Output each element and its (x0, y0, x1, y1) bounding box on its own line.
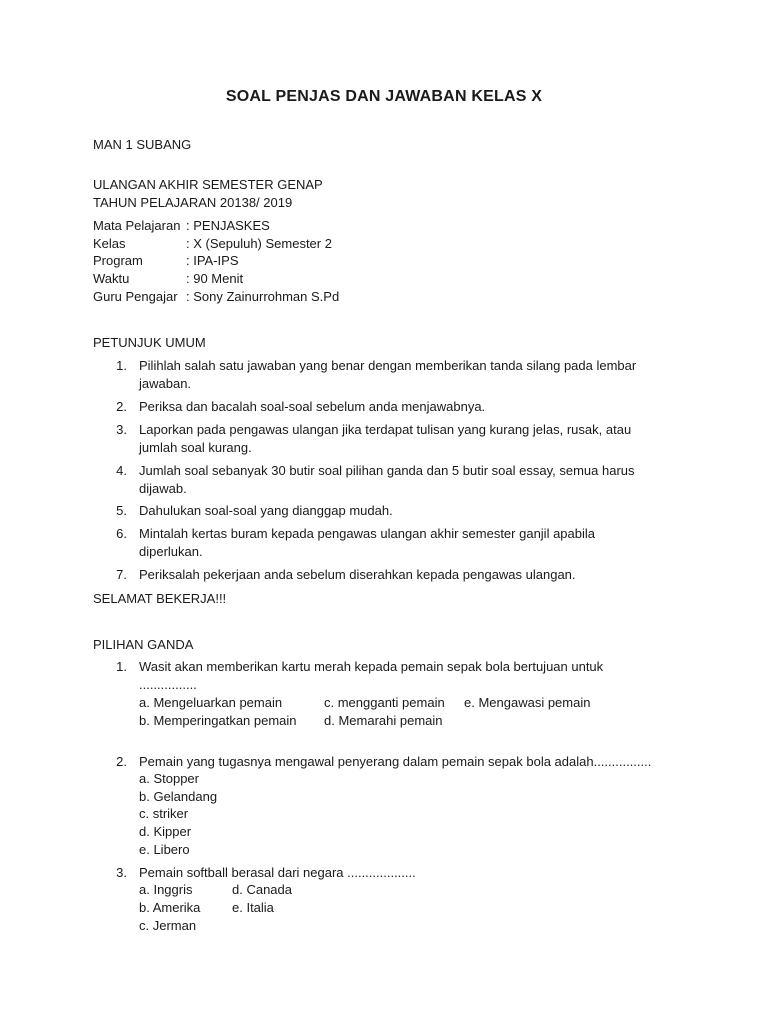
document-title: SOAL PENJAS DAN JAWABAN KELAS X (225, 88, 543, 105)
info-label: Kelas (93, 236, 126, 251)
info-value: : PENJASKES (186, 218, 270, 233)
question-number: 2. (116, 754, 127, 769)
question-text-continued: ................ (139, 677, 197, 692)
instruction-number: 6. (116, 526, 127, 541)
instruction-number: 4. (116, 463, 127, 478)
instruction-text: Jumlah soal sebanyak 30 butir soal pilihan ganda dan 5 butir soal essay, semua harus (139, 463, 635, 478)
answer-option: c. mengganti pemain (324, 695, 445, 710)
answer-option: c. striker (139, 806, 189, 821)
answer-option: a. Stopper (139, 771, 199, 786)
answer-option: e. Mengawasi pemain (464, 695, 591, 710)
instructions-heading: PETUNJUK UMUM (93, 335, 206, 350)
info-value: : IPA-IPS (186, 253, 239, 268)
instruction-text: Periksa dan bacalah soal-soal sebelum anda menjawabnya. (139, 399, 486, 414)
question-text: Pemain softball berasal dari negara ................... (139, 865, 416, 880)
instruction-text: dijawab. (139, 481, 187, 496)
closing-text: SELAMAT BEKERJA!!! (93, 591, 227, 606)
answer-option: e. Libero (139, 842, 190, 857)
answer-option: a. Mengeluarkan pemain (139, 695, 283, 710)
question-number: 1. (116, 659, 127, 674)
instruction-text: Periksalah pekerjaan anda sebelum diserahkan kepada pengawas ulangan. (139, 567, 576, 582)
info-label: Mata Pelajaran (93, 218, 181, 233)
instruction-number: 3. (116, 422, 127, 437)
school-name: MAN 1 SUBANG (93, 137, 192, 152)
multiple-choice-heading: PILIHAN GANDA (93, 637, 194, 652)
instruction-text: jawaban. (139, 376, 192, 391)
answer-option: e. Italia (232, 900, 274, 915)
info-label: Guru Pengajar (93, 289, 178, 304)
answer-option: b. Memperingatkan pemain (139, 713, 297, 728)
academic-year: TAHUN PELAJARAN 20138/ 2019 (93, 195, 293, 210)
answer-option: b. Amerika (139, 900, 201, 915)
answer-option: c. Jerman (139, 918, 197, 933)
instruction-number: 2. (116, 399, 127, 414)
instruction-text: Mintalah kertas buram kepada pengawas ulangan akhir semester ganjil apabila (139, 526, 595, 541)
answer-option: b. Gelandang (139, 789, 218, 804)
answer-option: a. Inggris (139, 882, 193, 897)
question-number: 3. (116, 865, 127, 880)
instruction-text: Laporkan pada pengawas ulangan jika terdapat tulisan yang kurang jelas, rusak, atau (139, 422, 632, 437)
answer-option: d. Canada (232, 882, 292, 897)
instruction-text: Pilihlah salah satu jawaban yang benar dengan memberikan tanda silang pada lembar (139, 358, 637, 373)
info-value: : X (Sepuluh) Semester 2 (186, 236, 332, 251)
answer-option: d. Memarahi pemain (324, 713, 443, 728)
info-label: Program (93, 253, 143, 268)
instruction-number: 7. (116, 567, 127, 582)
info-value: : 90 Menit (186, 271, 244, 286)
answer-option: d. Kipper (139, 824, 192, 839)
instruction-number: 1. (116, 358, 127, 373)
question-text: Wasit akan memberikan kartu merah kepada pemain sepak bola bertujuan untuk (139, 659, 604, 674)
exam-name: ULANGAN AKHIR SEMESTER GENAP (93, 177, 323, 192)
info-label: Waktu (93, 271, 130, 286)
instruction-text: Dahulukan soal-soal yang dianggap mudah. (139, 503, 393, 518)
info-value: : Sony Zainurrohman S.Pd (186, 289, 340, 304)
instruction-text: diperlukan. (139, 544, 203, 559)
instruction-number: 5. (116, 503, 127, 518)
instruction-text: jumlah soal kurang. (139, 440, 252, 455)
question-text: Pemain yang tugasnya mengawal penyerang dalam pemain sepak bola adalah................ (139, 754, 652, 769)
